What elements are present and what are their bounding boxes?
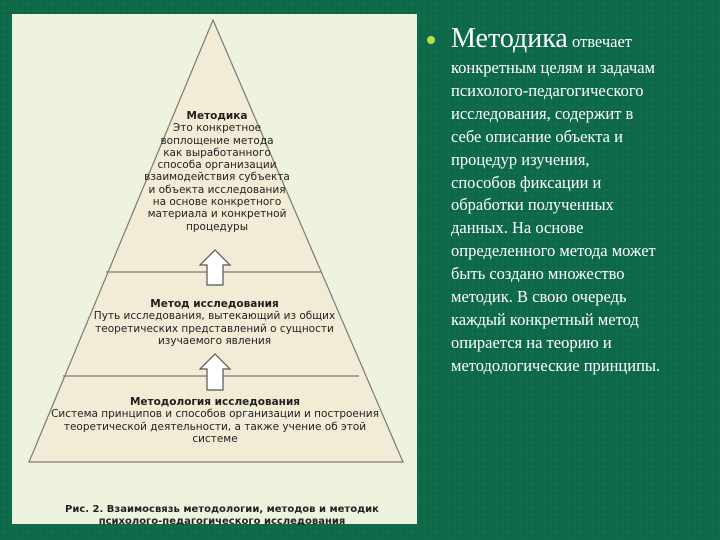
level-line: воплощение метода: [160, 134, 274, 147]
level-line: способа организации: [157, 159, 277, 172]
level-title: Методология исследования: [129, 396, 301, 408]
bullet-line: способов фиксации и: [451, 172, 602, 192]
bullet-heading: [451, 22, 718, 59]
bullet-line: методик. В свою очередь: [451, 287, 627, 307]
level-line: изучаемого явления: [157, 334, 272, 347]
level-line: теоретических представлений о сущности: [95, 322, 334, 335]
level-line: взаимодействия субъекта: [144, 171, 290, 184]
pyramid-diagram: [12, 14, 417, 524]
level-title: Методика: [186, 110, 248, 122]
level-line: на основе конкретного: [152, 196, 282, 209]
bullet-lead-word: Методика: [451, 23, 568, 54]
pyramid-level-methodika: [132, 110, 302, 233]
bullet-line: конкретным целям и задачам: [451, 58, 656, 77]
bullet-line: процедур изучения,: [451, 149, 590, 169]
bullet-lead-rest: отвечает: [567, 32, 632, 51]
level-line: Это конкретное: [172, 122, 262, 135]
level-line: Система принципов и способов организации и построения: [51, 408, 379, 421]
bullet-line: определенного метода может: [451, 241, 656, 261]
level-line: материала и конкретной: [147, 208, 287, 221]
bullet-line: обработки полученных: [451, 195, 614, 215]
level-title: Метод исследования: [150, 298, 279, 310]
bullet-line: данных. На основе: [451, 218, 584, 238]
pyramid-figure: [12, 14, 417, 527]
bullet-icon: [427, 36, 435, 44]
bullet-text: [423, 22, 718, 378]
level-line: Путь исследования, вытекающий из общих: [93, 310, 336, 323]
bullet-line: каждый конкретный метод: [451, 309, 639, 329]
figure-caption: [52, 504, 392, 528]
bullet-line: исследования, содержит в: [451, 103, 634, 123]
level-line: и объекта исследования: [148, 183, 286, 196]
pyramid-level-method: [82, 298, 347, 347]
level-line: теоретической деятельности, а также учение об этой системе: [63, 420, 367, 445]
level-line: процедуры: [186, 220, 248, 233]
caption-line: Рис. 2. Взаимосвязь методологии, методов и методик: [65, 504, 379, 515]
caption-line: психолого-педагогического исследования: [98, 516, 346, 527]
bullet-line: себе описание объекта и: [451, 126, 623, 146]
bullet-line: методологические принципы.: [451, 355, 661, 375]
pyramid-level-methodology: [40, 396, 390, 445]
bullet-line: психолого-педагогического: [451, 80, 644, 100]
bullet-line: быть создано множество: [451, 264, 625, 284]
level-line: как выработанного: [163, 146, 271, 159]
bullet-line: опирается на теорию и: [451, 332, 612, 352]
bullet-body: [451, 57, 718, 378]
